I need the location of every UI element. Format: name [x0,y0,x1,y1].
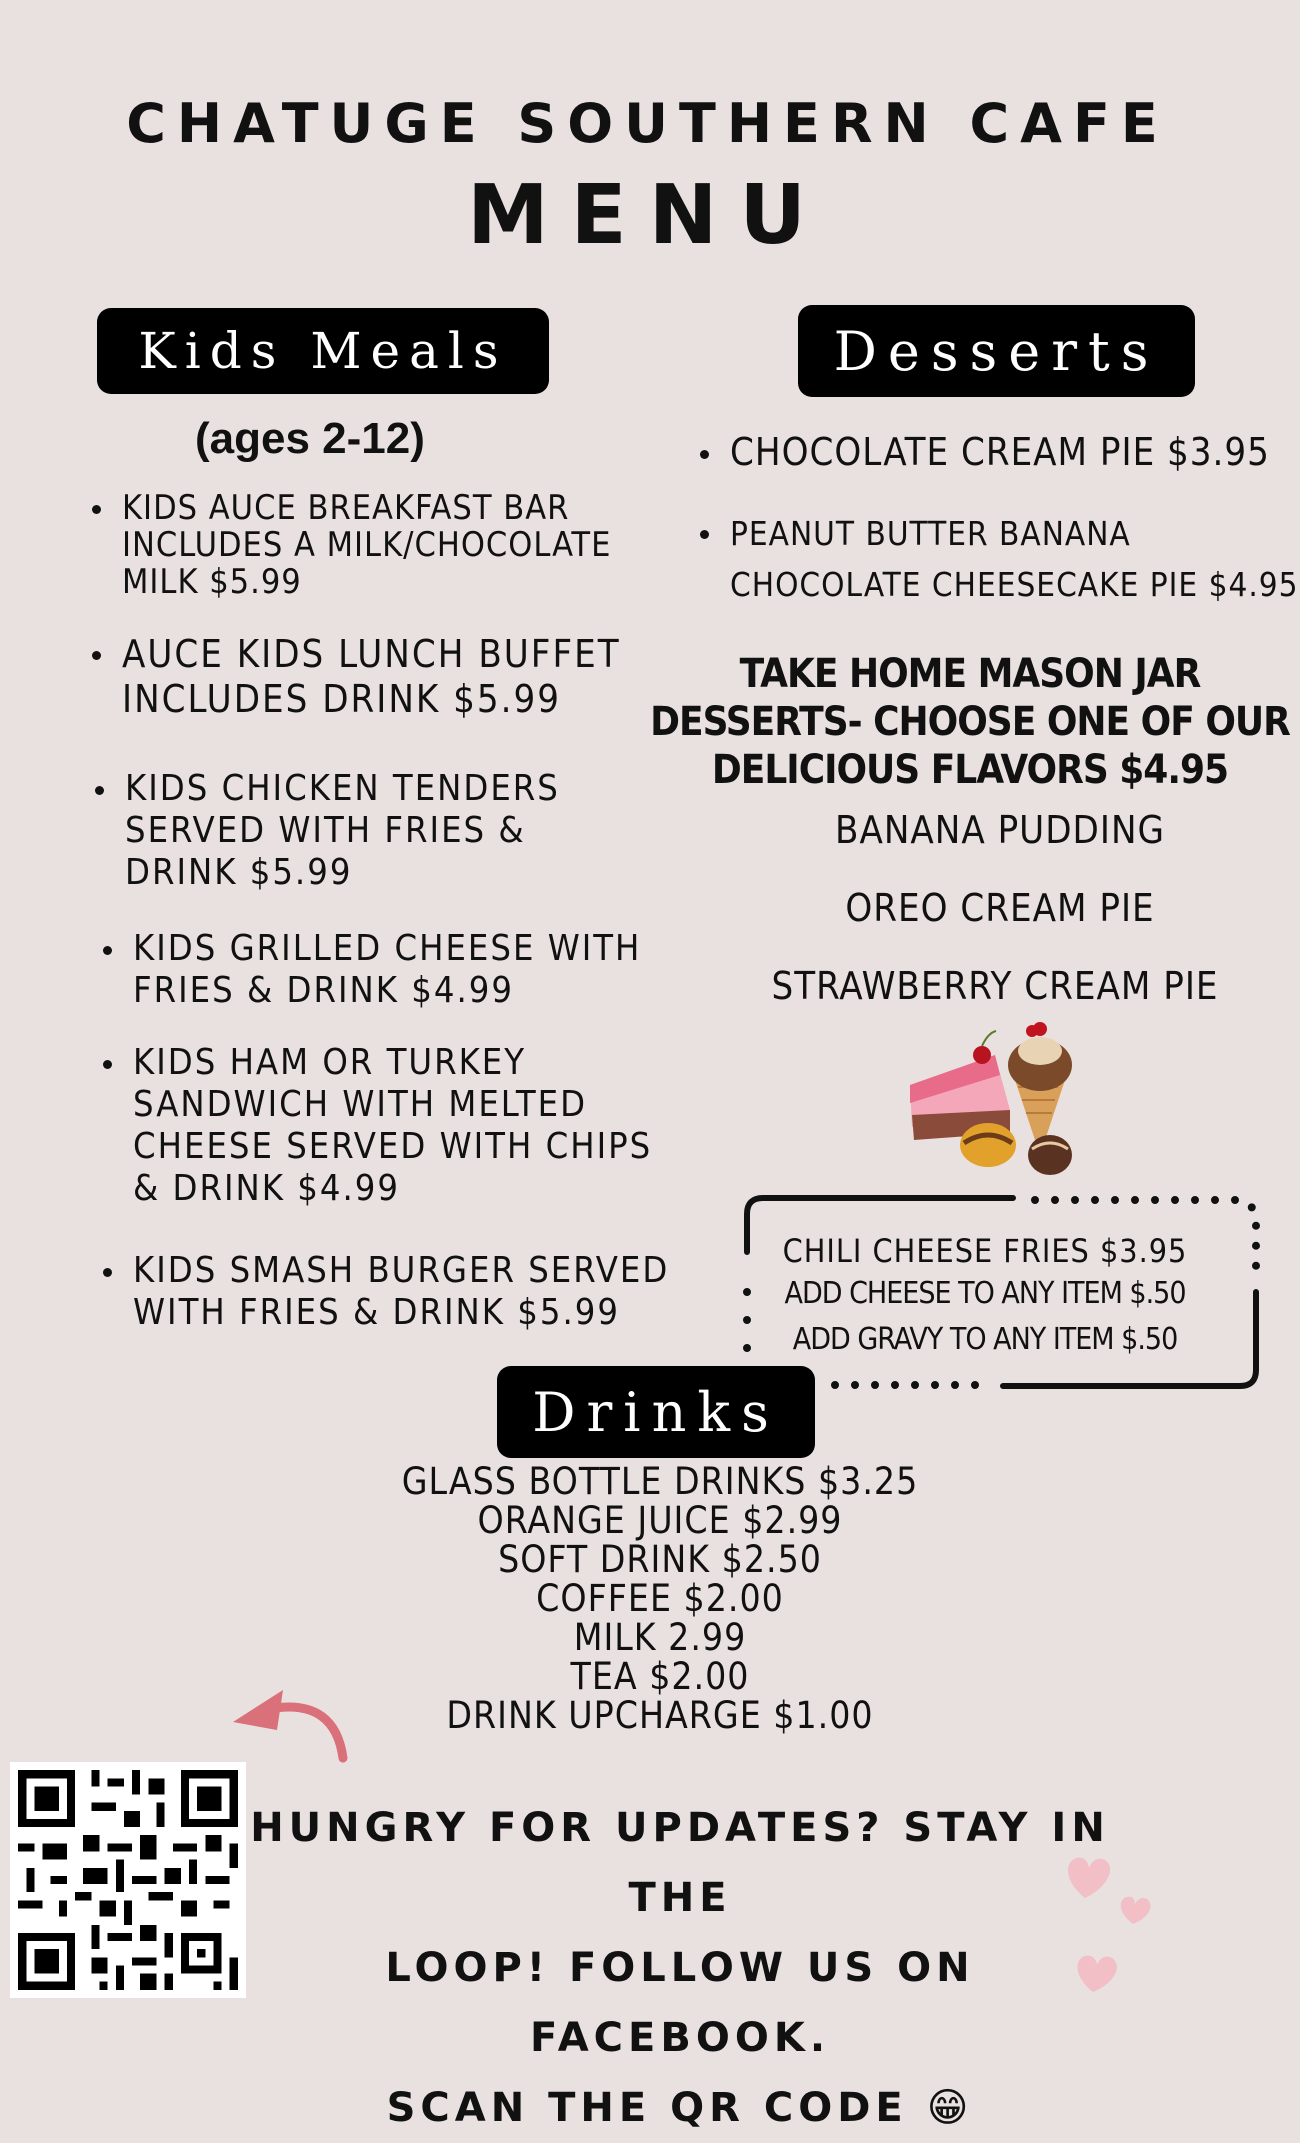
sides-add-cheese: ADD CHEESE TO ANY ITEM $.50 [784,1276,1186,1311]
drink-item: SOFT DRINK $2.50 [498,1538,822,1581]
drink-item: ORANGE JUICE $2.99 [477,1499,843,1542]
kids-item-chicken-tenders: KIDS CHICKEN TENDERS SERVED WITH FRIES & DRINK $5.99 [95,768,615,894]
kids-ages-label: (ages 2-12) [195,414,425,463]
flavor-strawberry-cream-pie: STRAWBERRY CREAM PIE [771,964,1219,1008]
drinks-heading: Drinks [497,1366,815,1458]
drink-item: COFFEE $2.00 [536,1577,784,1620]
footer-line-1: HUNGRY FOR UPDATES? STAY IN THE [250,1805,1110,1921]
qr-code [10,1762,246,1998]
drink-item: MILK 2.99 [573,1616,747,1659]
heart-icon [1055,1840,1175,2000]
menu-title: MENU [467,168,828,263]
kids-item-ham-turkey-sandwich: KIDS HAM OR TURKEY SANDWICH WITH MELTED CHEESE SERVED WITH CHIPS & DRINK $4.99 [103,1042,663,1210]
footer-line-3 [240,2073,1120,2143]
drink-item: GLASS BOTTLE DRINKS $3.25 [401,1460,919,1503]
kids-item-breakfast-bar: KIDS AUCE BREAKFAST BAR INCLUDES A MILK/CHOCOLATE MILK $5.99 [92,490,652,601]
kids-item-lunch-buffet: AUCE KIDS LUNCH BUFFET INCLUDES DRINK $5.99 [92,632,652,722]
sides-add-gravy: ADD GRAVY TO ANY ITEM $.50 [792,1322,1178,1357]
kids-item-smash-burger: KIDS SMASH BURGER SERVED WITH FRIES & DRINK $5.99 [103,1250,703,1334]
dessert-item-peanut-butter-pie: PEANUT BUTTER BANANA CHOCOLATE CHEESECAKE PIE $4.95 [700,508,1300,610]
footer-line-3-text: SCAN THE QR CODE [386,2085,908,2131]
cafe-name: CHATUGE SOUTHERN CAFE [126,92,1169,155]
desserts-heading: Desserts [798,305,1195,397]
kids-item-grilled-cheese: KIDS GRILLED CHEESE WITH FRIES & DRINK $4.99 [103,928,643,1012]
flavor-oreo-cream-pie: OREO CREAM PIE [845,886,1155,930]
mason-jar-desserts: TAKE HOME MASON JAR DESSERTS- CHOOSE ONE OF OUR DELICIOUS FLAVORS $4.95 [650,651,1290,793]
kids-meals-heading: Kids Meals [97,308,549,394]
drink-item: DRINK UPCHARGE $1.00 [446,1694,874,1737]
drinks-list [320,1462,1000,1735]
drink-item: TEA $2.00 [570,1655,750,1698]
footer-line-2: LOOP! FOLLOW US ON FACEBOOK. [385,1945,975,2061]
dessert-illustration-icon [900,1015,1100,1185]
curved-arrow-icon [225,1680,355,1770]
dessert-item-chocolate-cream-pie: CHOCOLATE CREAM PIE $3.95 [700,430,1300,474]
flavor-banana-pudding: BANANA PUDDING [834,808,1166,852]
footer-message [240,1793,1120,2143]
sides-chili-cheese-fries: CHILI CHEESE FRIES $3.95 [782,1232,1188,1270]
grin-emoji-icon: 😁 [926,2085,974,2131]
